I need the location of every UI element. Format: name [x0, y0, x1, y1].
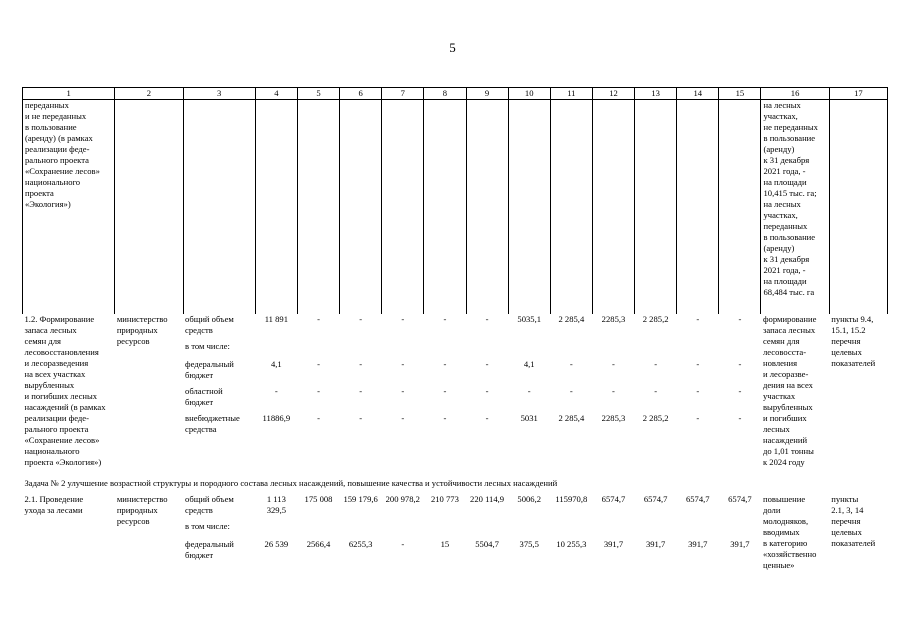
value-cell [382, 314, 424, 474]
funding-value [552, 341, 590, 359]
funding-value [510, 341, 548, 359]
header-cell: 5 [297, 88, 339, 100]
header-cell: 17 [829, 88, 887, 100]
header-cell: 6 [340, 88, 382, 100]
funding-value: - [359, 385, 363, 396]
funding-label: федеральный бюджет [185, 538, 234, 560]
header-cell: 9 [466, 88, 508, 100]
funding-value [342, 341, 380, 359]
funding-value: 5035,1 [517, 313, 542, 324]
funding-value: - [401, 385, 405, 396]
funding-label: в том числе: [185, 340, 230, 351]
funding-value: - [569, 385, 573, 396]
value-cell [340, 314, 382, 474]
funding-value: 6574,7 [643, 493, 668, 504]
expected-result-cell: повышение доли молодняков, вводимых в категорию «хозяйственно ценные» [762, 493, 817, 570]
funding-value [384, 341, 422, 359]
value-cell [635, 494, 677, 574]
funding-value: - [738, 313, 742, 324]
funding-label: в том числе: [185, 520, 230, 531]
funding-value [552, 521, 590, 539]
executor-cell: министерство природных ресурсов [116, 493, 168, 526]
funding-value: 391,7 [645, 538, 666, 549]
funding-value: 2285,3 [601, 313, 626, 324]
funding-value: 5031 [520, 412, 538, 423]
funding-value [637, 341, 675, 359]
funding-value [679, 341, 717, 359]
value-cell [424, 314, 466, 474]
funding-value: - [654, 358, 658, 369]
funding-value [257, 521, 295, 539]
funding-value: - [696, 358, 700, 369]
header-cell: 14 [677, 88, 719, 100]
funding-value: - [485, 412, 489, 423]
funding-value [510, 521, 548, 539]
header-cell: 7 [382, 88, 424, 100]
funding-value: 11 891 [264, 313, 289, 324]
expected-result-cell: на лесных участках, не переданных в пользование (аренду) к 31 декабря 2021 года, - на площади 10,415 тыс. га; на лесных участках, переданных в пользование (аренду) к 31 декабря 2021 года, - на площади 68,484 тыс. га [761, 100, 829, 314]
funding-value: - [359, 313, 363, 324]
value-cell [677, 494, 719, 574]
funding-value [384, 521, 422, 539]
funding-value: 220 114,9 [470, 493, 505, 504]
funding-value: - [738, 385, 742, 396]
funding-value: 115970,8 [555, 493, 588, 504]
funding-value: 2 285,4 [558, 412, 585, 423]
task-row [23, 474, 888, 494]
funding-value: 210 773 [430, 493, 459, 504]
funding-label: областной бюджет [185, 385, 223, 407]
indicator-ref-cell: пункты 2.1, 3, 14 перечня целевых показателей [831, 493, 876, 548]
value-cell [466, 494, 508, 574]
funding-value: 2285,3 [601, 412, 626, 423]
funding-value: 6255,3 [348, 538, 373, 549]
value-cell [677, 314, 719, 474]
header-cell: 10 [508, 88, 550, 100]
funding-value: - [654, 385, 658, 396]
header-cell: 15 [719, 88, 761, 100]
funding-value [257, 341, 295, 359]
measure-name-cell: 2.1. Проведение ухода за лесами [24, 493, 84, 515]
funding-value: 391,7 [730, 538, 750, 549]
funding-value: 391,7 [603, 538, 624, 549]
header-cell: 12 [592, 88, 634, 100]
value-cell [255, 314, 297, 474]
funding-value: - [274, 385, 278, 396]
page-number: 5 [449, 40, 456, 55]
value-cell [424, 494, 466, 574]
funding-value: - [401, 538, 405, 549]
measure-name-cell: 1.2. Формирование запаса лесных семян для лесовосстановления и лесоразведения на всех участках вырубленных и погибших лесных насаждений (в рамках реализации феде- рального проекта «Сохранение лесов» национального проекта «Экология») [24, 313, 106, 467]
funding-value [426, 521, 464, 539]
funding-label: внебюджетные средства [185, 412, 240, 434]
header-cell: 8 [424, 88, 466, 100]
funding-value [721, 341, 759, 359]
funding-value [679, 521, 717, 539]
funding-value: - [443, 412, 447, 423]
funding-value: 10 255,3 [556, 538, 587, 549]
value-cell [592, 494, 634, 574]
funding-value [342, 521, 380, 539]
funding-value: - [317, 313, 320, 324]
funding-value [468, 521, 506, 539]
task-2-title: Задача № 2 улучшение возрастной структуры и породного состава лесных насаждений, повышение качества и устойчивости лесных насаждений [24, 478, 558, 488]
funding-value [426, 341, 464, 359]
funding-value: 5504,7 [475, 538, 499, 549]
funding-value: 15 [440, 538, 450, 549]
value-cell [719, 494, 761, 574]
funding-value: 4,1 [270, 358, 282, 369]
funding-source-cell [183, 494, 255, 574]
funding-value: 159 179,6 [343, 493, 378, 504]
funding-value [637, 521, 675, 539]
funding-label: общий объем средств [185, 493, 234, 515]
funding-value: 4,1 [523, 358, 535, 369]
value-cell [466, 314, 508, 474]
funding-value: - [443, 385, 447, 396]
funding-value: - [612, 385, 615, 396]
funding-value: 391,7 [688, 538, 708, 549]
table-row-continuation [23, 100, 888, 314]
funding-value: 5006,2 [517, 493, 542, 504]
value-cell [550, 314, 592, 474]
funding-value: - [359, 412, 363, 423]
funding-value [299, 521, 337, 539]
executor-cell: министерство природных ресурсов [116, 313, 168, 346]
header-cell: 16 [761, 88, 829, 100]
value-cell [719, 314, 761, 474]
funding-value: - [443, 358, 447, 369]
funding-value: 2 285,2 [642, 313, 669, 324]
funding-value: - [359, 358, 363, 369]
header-cell: 2 [115, 88, 183, 100]
funding-value [594, 341, 632, 359]
funding-value: 6574,7 [601, 493, 626, 504]
funding-label: федеральный бюджет [185, 358, 234, 380]
funding-value: 2 285,4 [558, 313, 585, 324]
funding-value: - [485, 313, 489, 324]
funding-value: - [738, 358, 742, 369]
funding-value: - [696, 313, 700, 324]
funding-value: 200 978,2 [385, 493, 420, 504]
funding-value: - [612, 358, 615, 369]
table-row-2-1 [23, 494, 888, 574]
value-cell [297, 494, 339, 574]
funding-source-cell [183, 314, 255, 474]
funding-value: - [401, 358, 405, 369]
funding-value [594, 521, 632, 539]
header-cell: 13 [635, 88, 677, 100]
funding-value: - [317, 412, 320, 423]
funding-value: - [696, 412, 700, 423]
funding-value: 26 539 [264, 538, 289, 549]
funding-value: - [485, 385, 489, 396]
header-cell: 11 [550, 88, 592, 100]
value-cell [297, 314, 339, 474]
funding-value: 6574,7 [685, 493, 710, 504]
value-cell [508, 314, 550, 474]
header-cell: 1 [23, 88, 115, 100]
header-row [23, 88, 888, 100]
value-cell [550, 494, 592, 574]
funding-value [299, 341, 337, 359]
funding-value: - [738, 412, 742, 423]
value-cell [508, 494, 550, 574]
table-row-1-2 [23, 314, 888, 474]
expected-result-cell: формирование запаса лесных семян для лесовосста- новления и лесоразве- дения на всех участках вырубленных и погибших лесных насаждений до 1,01 тонны к 2024 году [762, 313, 817, 467]
funding-value: 11886,9 [262, 412, 291, 423]
header-cell: 4 [255, 88, 297, 100]
funding-value: - [401, 313, 405, 324]
funding-value: 175 008 [304, 493, 333, 504]
funding-value: 1 113 329,5 [266, 493, 287, 515]
funding-value: - [317, 358, 320, 369]
funding-value [721, 521, 759, 539]
funding-value: 375,5 [519, 538, 539, 549]
program-table [22, 87, 888, 574]
header-cell: 3 [183, 88, 255, 100]
value-cell [382, 494, 424, 574]
value-cell [255, 494, 297, 574]
value-cell [340, 494, 382, 574]
funding-value: - [317, 385, 320, 396]
measure-name-cell: переданных и не переданных в пользование (аренду) (в рамках реализации феде- рального проекта «Сохранение лесов» национального проекта «Экология») [23, 100, 115, 314]
funding-value: - [401, 412, 405, 423]
funding-value: - [443, 313, 447, 324]
funding-value: 2 285,2 [642, 412, 669, 423]
funding-label: общий объем средств [185, 313, 234, 335]
funding-value: 6574,7 [728, 493, 752, 504]
value-cell [635, 314, 677, 474]
funding-value: 2566,4 [306, 538, 331, 549]
funding-value: - [696, 385, 700, 396]
funding-value: - [527, 385, 531, 396]
indicator-ref-cell: пункты 9.4, 15.1, 15.2 перечня целевых показателей [831, 313, 876, 368]
funding-value: - [569, 358, 573, 369]
funding-value [468, 341, 506, 359]
funding-value: - [485, 358, 489, 369]
value-cell [592, 314, 634, 474]
